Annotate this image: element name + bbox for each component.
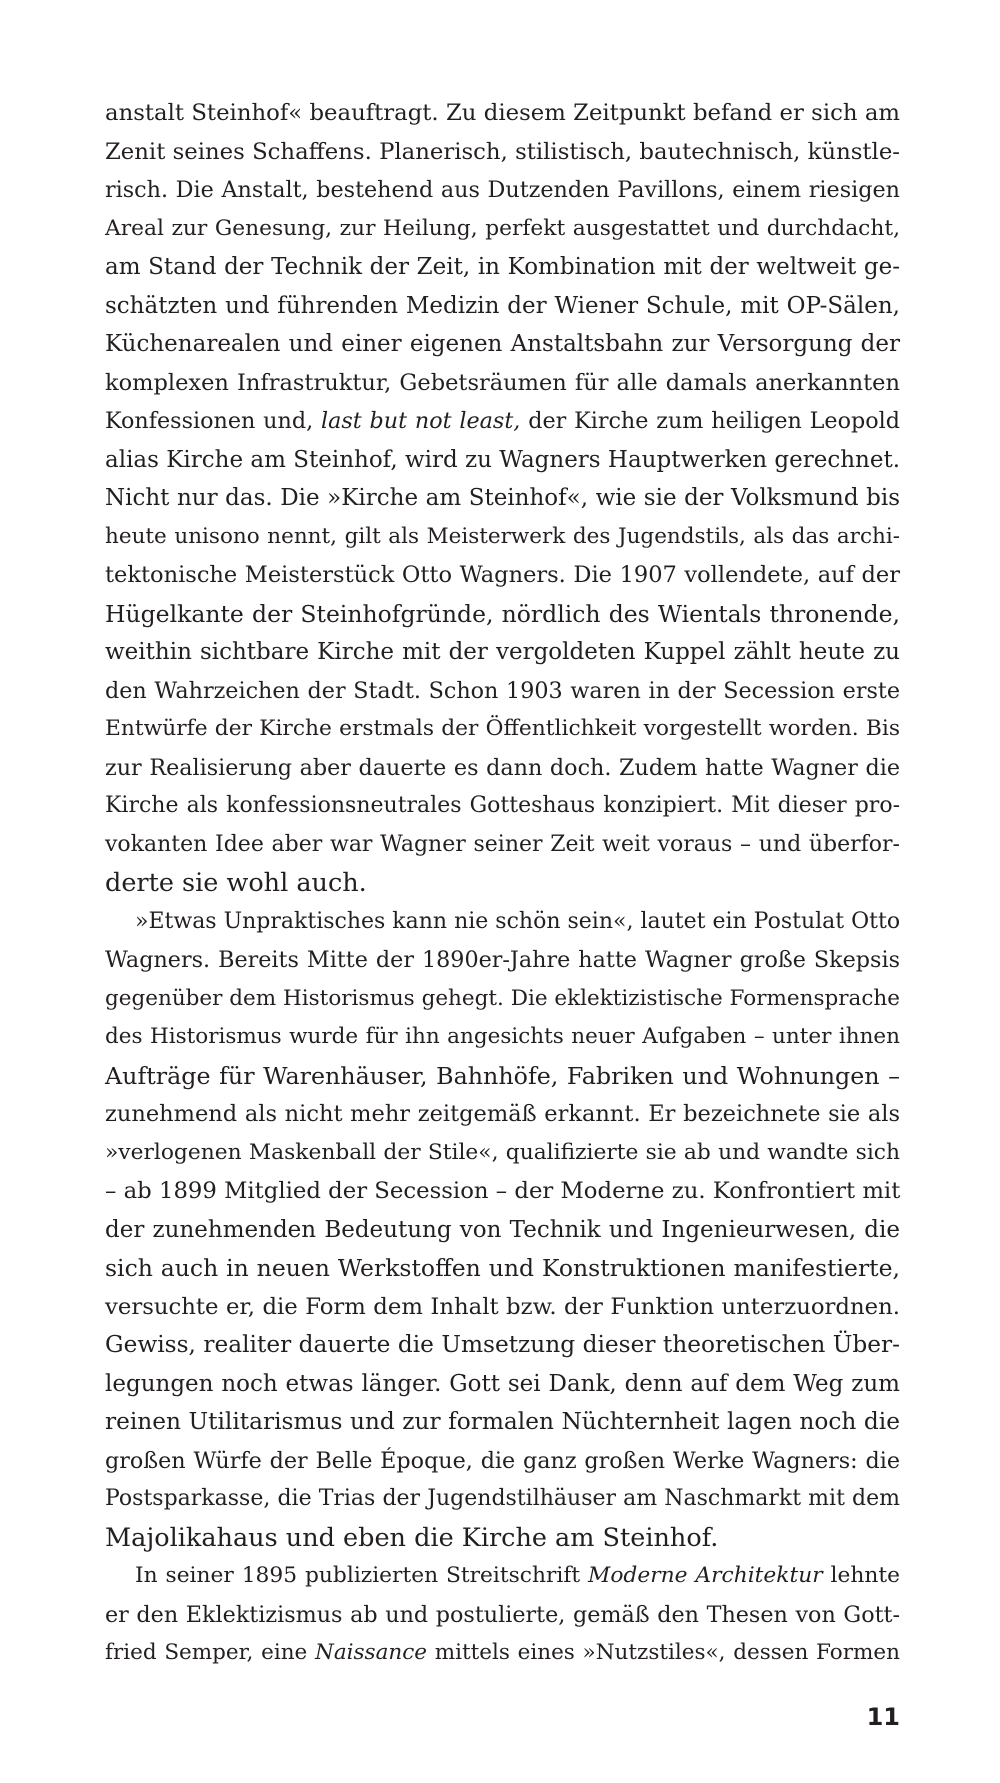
text-line: Postsparkasse, die Trias der Jugendstilhäuser am Naschmarkt mit dem — [105, 1486, 900, 1511]
text-line: vokanten Idee aber war Wagner seiner Zeit weit voraus – und überfor- — [105, 831, 900, 857]
text-line: derte sie wohl auch. — [105, 868, 367, 898]
text-line: er den Eklektizismus ab und postulierte, gemäß den Thesen von Gott- — [105, 1601, 900, 1628]
paragraph-3 — [105, 1557, 900, 1673]
text-segment: der Kirche zum heiligen Leopold — [520, 408, 900, 434]
paragraph-1 — [105, 94, 900, 903]
text-line: gegenüber dem Historismus gehegt. Die eklektizistische Formensprache — [105, 985, 900, 1011]
text-line: sich auch in neuen Werkstoffen und Konstruktionen manifestierte, — [105, 1254, 900, 1282]
page-number: 11 — [866, 1703, 900, 1731]
text-line: Gewiss, realiter dauerte die Umsetzung dieser theoretischen Über- — [105, 1331, 900, 1358]
text-line: heute unisono nennt, gilt als Meisterwerk des Jugendstils, als das archi- — [105, 523, 900, 549]
text-line: versuchte er, die Form dem Inhalt bzw. der Funktion unterzuordnen. — [105, 1293, 900, 1320]
text-segment: fried Semper, eine — [105, 1640, 315, 1665]
text-segment: In seiner 1895 publizierten Streitschrift — [135, 1563, 589, 1588]
text-line: am Stand der Technik der Zeit, in Kombination mit der weltweit ge- — [105, 254, 900, 280]
text-segment: lehnte — [822, 1563, 900, 1588]
text-segment: Konfessionen und, — [105, 408, 321, 434]
body-text — [105, 94, 900, 1673]
text-line: »Etwas Unpraktisches kann nie schön sein«, lautet ein Postulat Otto — [135, 908, 901, 934]
text-line: – ab 1899 Mitglied der Secession – der Moderne zu. Konfrontiert mit — [105, 1178, 901, 1204]
text-line-with-italic — [105, 402, 900, 441]
text-line: weithin sichtbare Kirche mit der vergoldeten Kuppel zählt heute zu — [105, 639, 900, 665]
text-line: anstalt Steinhof« beauftragt. Zu diesem Zeitpunkt befand er sich am — [105, 100, 900, 126]
text-line: Küchenarealen und einer eigenen Anstaltsbahn zur Versorgung der — [105, 331, 900, 357]
text-line: Kirche als konfessionsneutrales Gotteshaus konzipiert. Mit dieser pro- — [105, 793, 900, 818]
text-line: »verlogenen Maskenball der Stile«, qualifizierte sie ab und wandte sich — [105, 1139, 900, 1165]
text-line-with-italic — [105, 1557, 900, 1596]
text-line: den Wahrzeichen der Stadt. Schon 1903 waren in der Secession erste — [105, 677, 900, 704]
text-line: komplexen Infrastruktur, Gebetsräumen für alle damals anerkannten — [105, 369, 900, 396]
text-line: Nicht nur das. Die »Kirche am Steinhof«, wie sie der Volksmund bis — [105, 485, 900, 511]
text-line: der zunehmenden Bedeutung von Technik und Ingenieurwesen, die — [105, 1216, 900, 1243]
text-line: Wagners. Bereits Mitte der 1890er-Jahre hatte Wagner große Skepsis — [105, 947, 900, 973]
text-line: risch. Die Anstalt, bestehend aus Dutzenden Pavillons, einem riesigen — [105, 177, 900, 203]
text-line: schätzten und führenden Medizin der Wiener Schule, mit OP-Sälen, — [105, 292, 900, 319]
text-line-with-italic — [105, 1634, 900, 1673]
text-line: großen Würfe der Belle Époque, die ganz großen Werke Wagners: die — [105, 1447, 900, 1474]
text-line: legungen noch etwas länger. Gott sei Dank, denn auf dem Weg zum — [105, 1370, 900, 1397]
italic-phrase: last but not least, — [320, 408, 521, 434]
text-line: Entwürfe der Kirche erstmals der Öffentlichkeit vorgestellt worden. Bis — [105, 716, 900, 741]
text-line: Zenit seines Schaffens. Planerisch, stilistisch, bautechnisch, künstle- — [105, 138, 900, 165]
text-line: des Historismus wurde für ihn angesichts neuer Aufgaben – unter ihnen — [105, 1024, 900, 1049]
text-line: zunehmend als nicht mehr zeitgemäß erkannt. Er bezeichnete sie als — [105, 1101, 900, 1127]
text-segment: mittels eines »Nutzstiles«, dessen Formen — [427, 1640, 900, 1665]
text-line: zur Realisierung aber dauerte es dann doch. Zudem hatte Wagner die — [105, 754, 900, 781]
text-line: Aufträge für Warenhäuser, Bahnhöfe, Fabriken und Wohnungen – — [105, 1061, 900, 1090]
book-title: Moderne Architektur — [588, 1563, 823, 1588]
text-line: reinen Utilitarismus und zur formalen Nüchternheit lagen noch die — [105, 1408, 900, 1435]
text-line: tektonische Meisterstück Otto Wagners. Die 1907 vollendete, auf der — [105, 562, 900, 588]
text-line: alias Kirche am Steinhof, wird zu Wagners Hauptwerken gerechnet. — [105, 446, 901, 473]
italic-term: Naissance — [315, 1640, 428, 1665]
text-line: Majolikahaus und eben die Kirche am Steinhof. — [105, 1522, 719, 1553]
text-line: Areal zur Genesung, zur Heilung, perfekt ausgestattet und durchdacht, — [105, 215, 900, 241]
paragraph-2 — [105, 903, 900, 1558]
text-line: Hügelkante der Steinhofgründe, nördlich des Wientals thronende, — [105, 599, 900, 628]
